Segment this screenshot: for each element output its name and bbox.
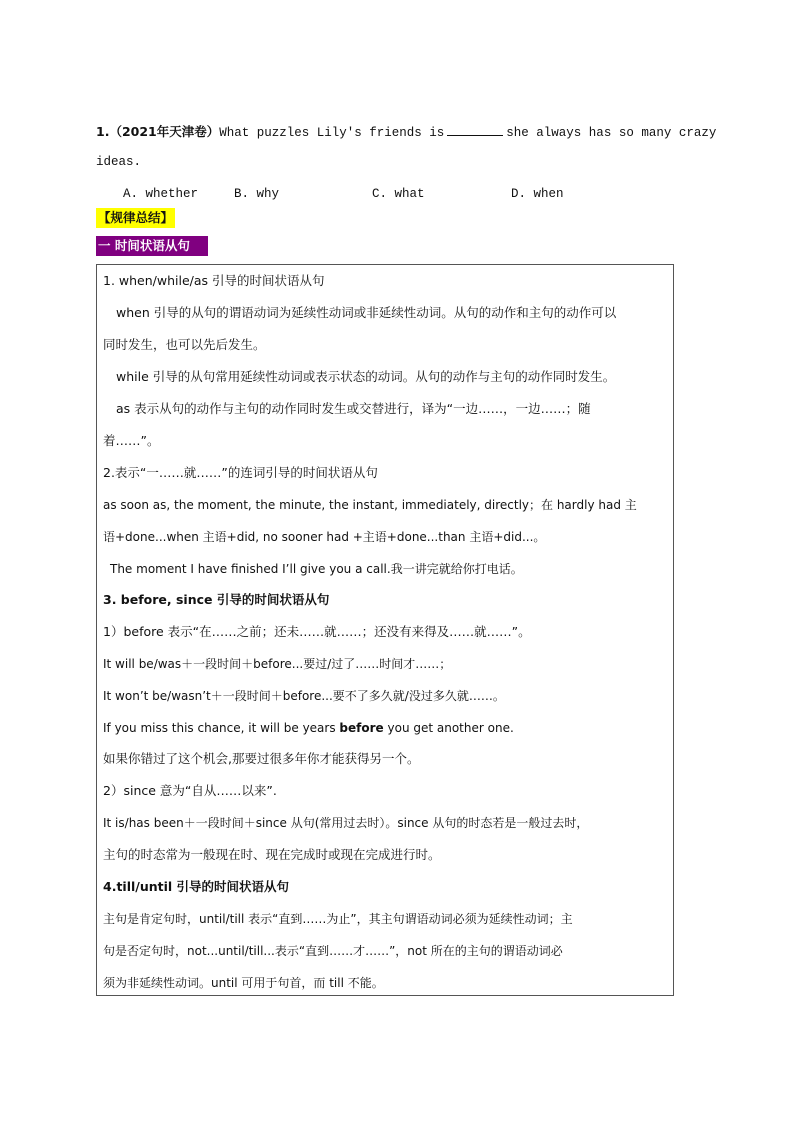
option-c: C. what: [372, 187, 425, 201]
option-b: B. why: [234, 187, 280, 201]
question-line-2: ideas.: [96, 155, 142, 169]
heading-1: 1. when/while/as 引导的时间状语从句: [103, 273, 325, 288]
option-a: A. whether: [123, 187, 199, 201]
question-text-after: she always has so many crazy: [506, 126, 717, 140]
para-3a: as 表示从句的动作与主句的动作同时发生或交替进行，译为“一边……，一边……；随: [116, 401, 591, 416]
section-tag: 一 时间状语从句: [96, 236, 208, 256]
summary-tag: 【规律总结】: [96, 208, 175, 228]
para-2: while 引导的从句常用延续性动词或表示状态的动词。从句的动作与主句的动作同时发生。: [116, 369, 616, 384]
para-13a: 主句是肯定句时，until/till 表示“直到……为止”，其主句谓语动词必须为延续性动词；主: [103, 912, 573, 926]
para-12a: It is/has been＋一段时间＋since 从句(常用过去时）。since 从句的时态若是一般过去时，: [103, 816, 589, 830]
heading-2: 2.表示“一……就……”的连词引导的时间状语从句: [103, 465, 378, 480]
para-10: 如果你错过了这个机会,那要过很多年你才能获得另一个。: [103, 751, 420, 766]
para-9-before: before: [339, 721, 384, 735]
option-d: D. when: [511, 187, 564, 201]
para-13b: 句是否定句时，not...until/till...表示“直到……才……”，not 所在的主句的谓语动词必: [103, 944, 563, 958]
question-text-before: What puzzles Lily's friends is: [219, 126, 445, 140]
para-11: 2）since 意为“自从……以来”.: [103, 783, 277, 798]
para-9-part-2: you get another one.: [387, 721, 514, 735]
para-8: It won’t be/wasn’t＋一段时间＋before...要不了多久就/没过多久就……。: [103, 689, 505, 703]
heading-3: 3. before, since 引导的时间状语从句: [103, 592, 330, 607]
question-source: （2021年天津卷）: [109, 124, 220, 139]
para-5: The moment I have finished I’ll give you a call.我一讲完就给你打电话。: [110, 562, 523, 576]
para-1a: when 引导的从句的谓语动词为延续性动词或非延续性动词。从句的动作和主句的动作可以: [116, 305, 617, 320]
answer-blank: [447, 123, 503, 136]
para-13c: 须为非延续性动词。until 可用于句首，而 till 不能。: [103, 976, 384, 990]
para-9: [103, 720, 514, 736]
para-9-part-1: If you miss this chance, it will be years: [103, 721, 336, 735]
para-4b: 语+done...when 主语+did, no sooner had +主语+done...than 主语+did...。: [103, 530, 546, 544]
para-7: It will be/was＋一段时间＋before...要过/过了……时间才……；: [103, 657, 452, 671]
question-number: 1.: [96, 124, 110, 139]
para-1b: 同时发生，也可以先后发生。: [103, 337, 266, 352]
heading-4: 4.till/until 引导的时间状语从句: [103, 879, 290, 894]
question-line-1: [96, 123, 716, 141]
para-4a: as soon as, the moment, the minute, the instant, immediately, directly；在 hardly had 主: [103, 498, 637, 512]
para-12b: 主句的时态常为一般现在时、现在完成时或现在完成进行时。: [103, 847, 441, 862]
para-6: 1）before 表示“在……之前；还未……就……；还没有来得及……就……”。: [103, 624, 531, 639]
para-3b: 着……”。: [103, 433, 160, 448]
